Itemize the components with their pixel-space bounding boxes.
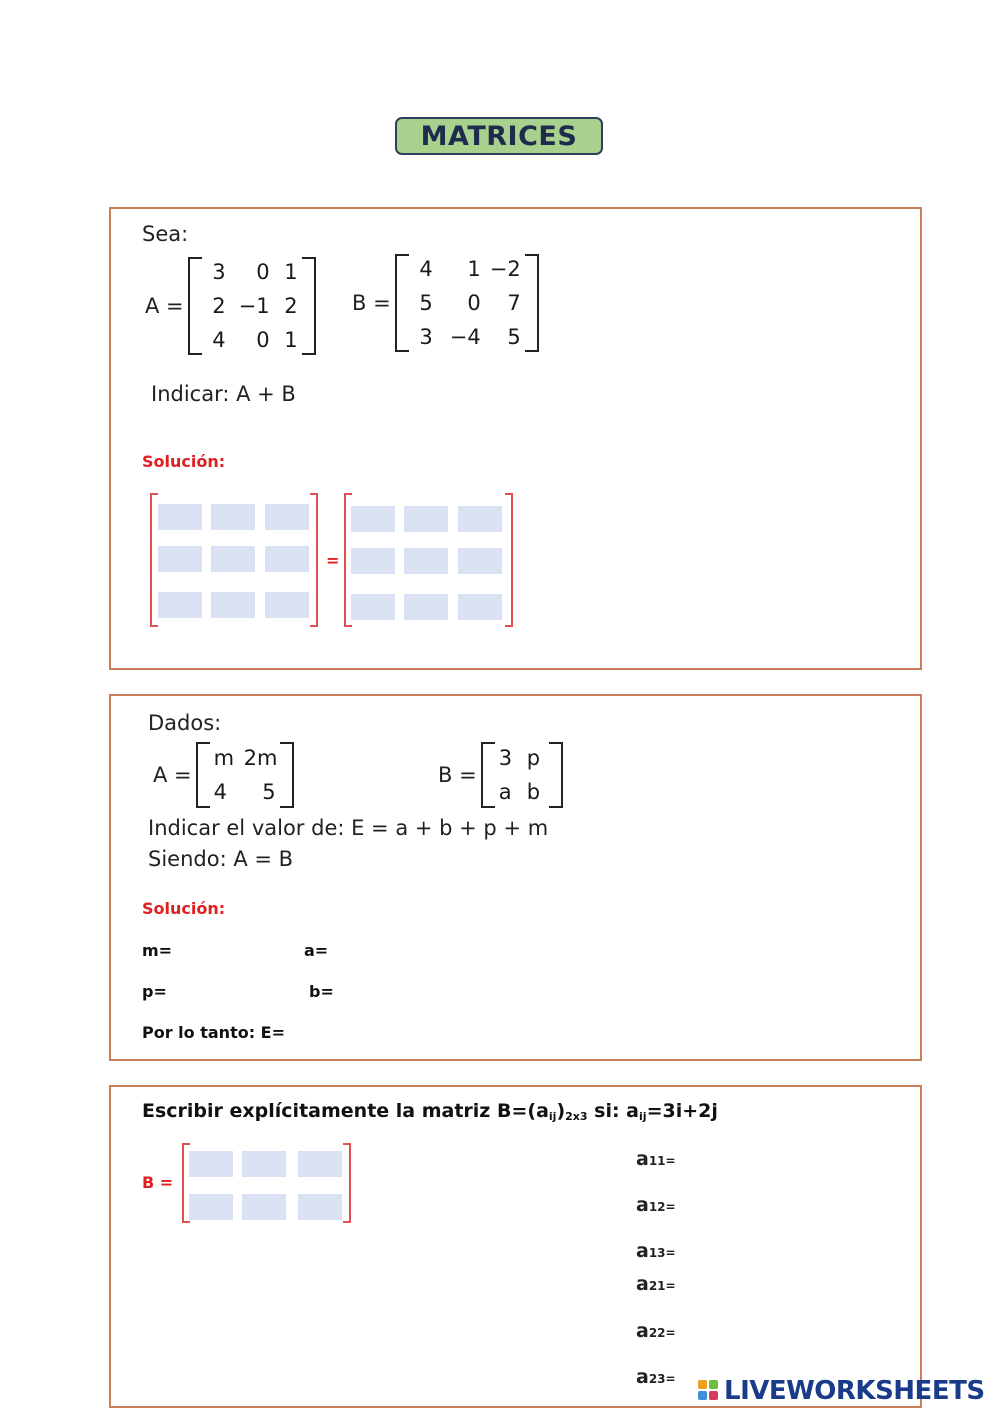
b-input-r2c3[interactable] [298, 1194, 342, 1220]
ex2-matrix-b [438, 741, 563, 809]
entry-base: a [636, 1148, 649, 1170]
answer-input-right-r2c1[interactable] [351, 548, 395, 574]
ex3-instruction-part: ) [556, 1100, 566, 1122]
ex2-matrix-b-label: B = [438, 763, 477, 787]
ex1-matrix-a [145, 255, 316, 357]
ex2-condition: Siendo: A = B [148, 847, 294, 871]
matrix-cell: 0 [256, 328, 270, 352]
entry-equals: = [665, 1372, 676, 1386]
b-input-r2c1[interactable] [189, 1194, 233, 1220]
entry-equals: = [665, 1154, 676, 1168]
left-bracket [188, 257, 202, 355]
matrix-cell: 4 [419, 257, 433, 281]
right-bracket [302, 257, 316, 355]
conclusion-label: Por lo tanto: E= [142, 1023, 286, 1042]
ex1-matrix-a-label: A = [145, 294, 184, 318]
ex3-instruction-subscript: 2x3 [565, 1110, 588, 1123]
matrix-cell: 5 [262, 780, 276, 804]
matrix-cell: 2 [212, 294, 226, 318]
right-bracket [343, 1143, 351, 1223]
entry-a22 [636, 1320, 676, 1342]
right-bracket [505, 493, 513, 627]
matrix-cell: p [526, 746, 541, 770]
equals-sign: = [326, 551, 340, 570]
matrix-cell: 0 [467, 291, 481, 315]
liveworksheets-logo-icon [698, 1380, 720, 1402]
matrix-cell: 1 [467, 257, 481, 281]
ex3-instruction-subscript: ij [639, 1110, 647, 1123]
entry-subscript: 22 [648, 1326, 666, 1340]
matrix-cell: 5 [507, 325, 521, 349]
answer-input-right-r3c1[interactable] [351, 594, 395, 620]
right-bracket [525, 254, 539, 352]
ex2-matrix-a-label: A = [153, 763, 192, 787]
matrix-cell: 1 [284, 260, 298, 284]
answer-input-right-r3c2[interactable] [404, 594, 448, 620]
a-label: a= [304, 941, 329, 960]
answer-input-left-r1c2[interactable] [211, 504, 255, 530]
answer-input-right-r2c3[interactable] [458, 548, 502, 574]
matrix-cell: 2m [243, 746, 278, 770]
matrix-cell: 4 [213, 780, 228, 804]
answer-input-left-r2c3[interactable] [265, 546, 309, 572]
matrix-cell: 2 [284, 294, 298, 318]
entry-subscript: 21 [648, 1279, 666, 1293]
answer-input-right-r1c1[interactable] [351, 506, 395, 532]
b-label: b= [309, 982, 334, 1001]
answer-input-left-r2c1[interactable] [158, 546, 202, 572]
matrix-cell: b [526, 780, 541, 804]
answer-input-left-r2c2[interactable] [211, 546, 255, 572]
ex2-intro: Dados: [148, 711, 222, 735]
answer-input-left-r1c3[interactable] [265, 504, 309, 530]
b-input-r1c1[interactable] [189, 1151, 233, 1177]
page-title: MATRICES [395, 117, 603, 155]
answer-input-left-r3c2[interactable] [211, 592, 255, 618]
matrix-cell: a [498, 780, 512, 804]
matrix-cell: −1 [238, 294, 270, 318]
right-bracket [310, 493, 318, 627]
ex1-solution-label: Solución: [142, 452, 226, 471]
entry-a12 [636, 1194, 676, 1216]
entry-equals: = [665, 1200, 676, 1214]
liveworksheets-logo[interactable] [698, 1376, 985, 1406]
answer-input-right-r2c2[interactable] [404, 548, 448, 574]
matrix-cell: 0 [256, 260, 270, 284]
answer-input-right-r1c2[interactable] [404, 506, 448, 532]
ex3-b-label: B = [142, 1173, 174, 1192]
matrix-cell: 1 [284, 328, 298, 352]
logo-text: LIVEWORKSHEETS [724, 1376, 985, 1406]
ex3-instruction-subscript: ij [548, 1110, 557, 1123]
p-label: p= [142, 982, 167, 1001]
entry-base: a [636, 1320, 649, 1342]
entry-subscript: 11 [648, 1154, 666, 1168]
left-bracket [150, 493, 158, 627]
matrix-cell: 3 [419, 325, 433, 349]
matrix-cell: m [213, 746, 235, 770]
matrix-cell: 3 [498, 746, 513, 770]
answer-input-left-r3c1[interactable] [158, 592, 202, 618]
answer-input-left-r3c3[interactable] [265, 592, 309, 618]
right-bracket [280, 742, 294, 808]
ex3-instruction-part: Escribir explícitamente la matriz B=(a [142, 1100, 549, 1122]
ex1-intro: Sea: [142, 222, 189, 246]
matrix-cell: 4 [212, 328, 226, 352]
ex2-instruction: Indicar el valor de: E = a + b + p + m [148, 816, 549, 840]
m-label: m= [142, 941, 173, 960]
right-bracket [549, 742, 563, 808]
entry-equals: = [665, 1279, 676, 1293]
entry-a23 [636, 1366, 676, 1388]
entry-a11 [636, 1148, 676, 1170]
ex3-instruction-part: si: a [587, 1100, 640, 1122]
ex2-solution-label: Solución: [142, 899, 226, 918]
ex3-instruction [142, 1100, 718, 1123]
entry-base: a [636, 1240, 649, 1262]
entry-subscript: 12 [648, 1200, 666, 1214]
matrix-cell: 5 [419, 291, 433, 315]
answer-input-left-r1c1[interactable] [158, 504, 202, 530]
exercise-3-box [109, 1085, 922, 1408]
ex1-matrix-b [352, 252, 539, 354]
answer-input-right-r3c3[interactable] [458, 594, 502, 620]
entry-equals: = [665, 1246, 676, 1260]
matrix-cell: −2 [489, 257, 521, 281]
entry-subscript: 13 [648, 1246, 666, 1260]
ex1-matrix-b-label: B = [352, 291, 391, 315]
entry-base: a [636, 1366, 649, 1388]
ex3-instruction-part: =3i+2j [646, 1100, 718, 1122]
left-bracket [196, 742, 210, 808]
entry-equals: = [665, 1326, 676, 1340]
entry-subscript: 23 [648, 1372, 666, 1386]
entry-base: a [636, 1273, 649, 1295]
left-bracket [481, 742, 495, 808]
entry-a21 [636, 1273, 676, 1295]
left-bracket [395, 254, 409, 352]
ex1-instruction: Indicar: A + B [151, 382, 296, 406]
b-input-r1c3[interactable] [298, 1151, 342, 1177]
matrix-cell: −4 [449, 325, 481, 349]
ex2-matrix-a [153, 741, 294, 809]
b-input-r2c2[interactable] [242, 1194, 286, 1220]
entry-base: a [636, 1194, 649, 1216]
entry-a13 [636, 1240, 676, 1262]
answer-input-right-r1c3[interactable] [458, 506, 502, 532]
matrix-cell: 7 [507, 291, 521, 315]
b-input-r1c2[interactable] [242, 1151, 286, 1177]
matrix-cell: 3 [212, 260, 226, 284]
